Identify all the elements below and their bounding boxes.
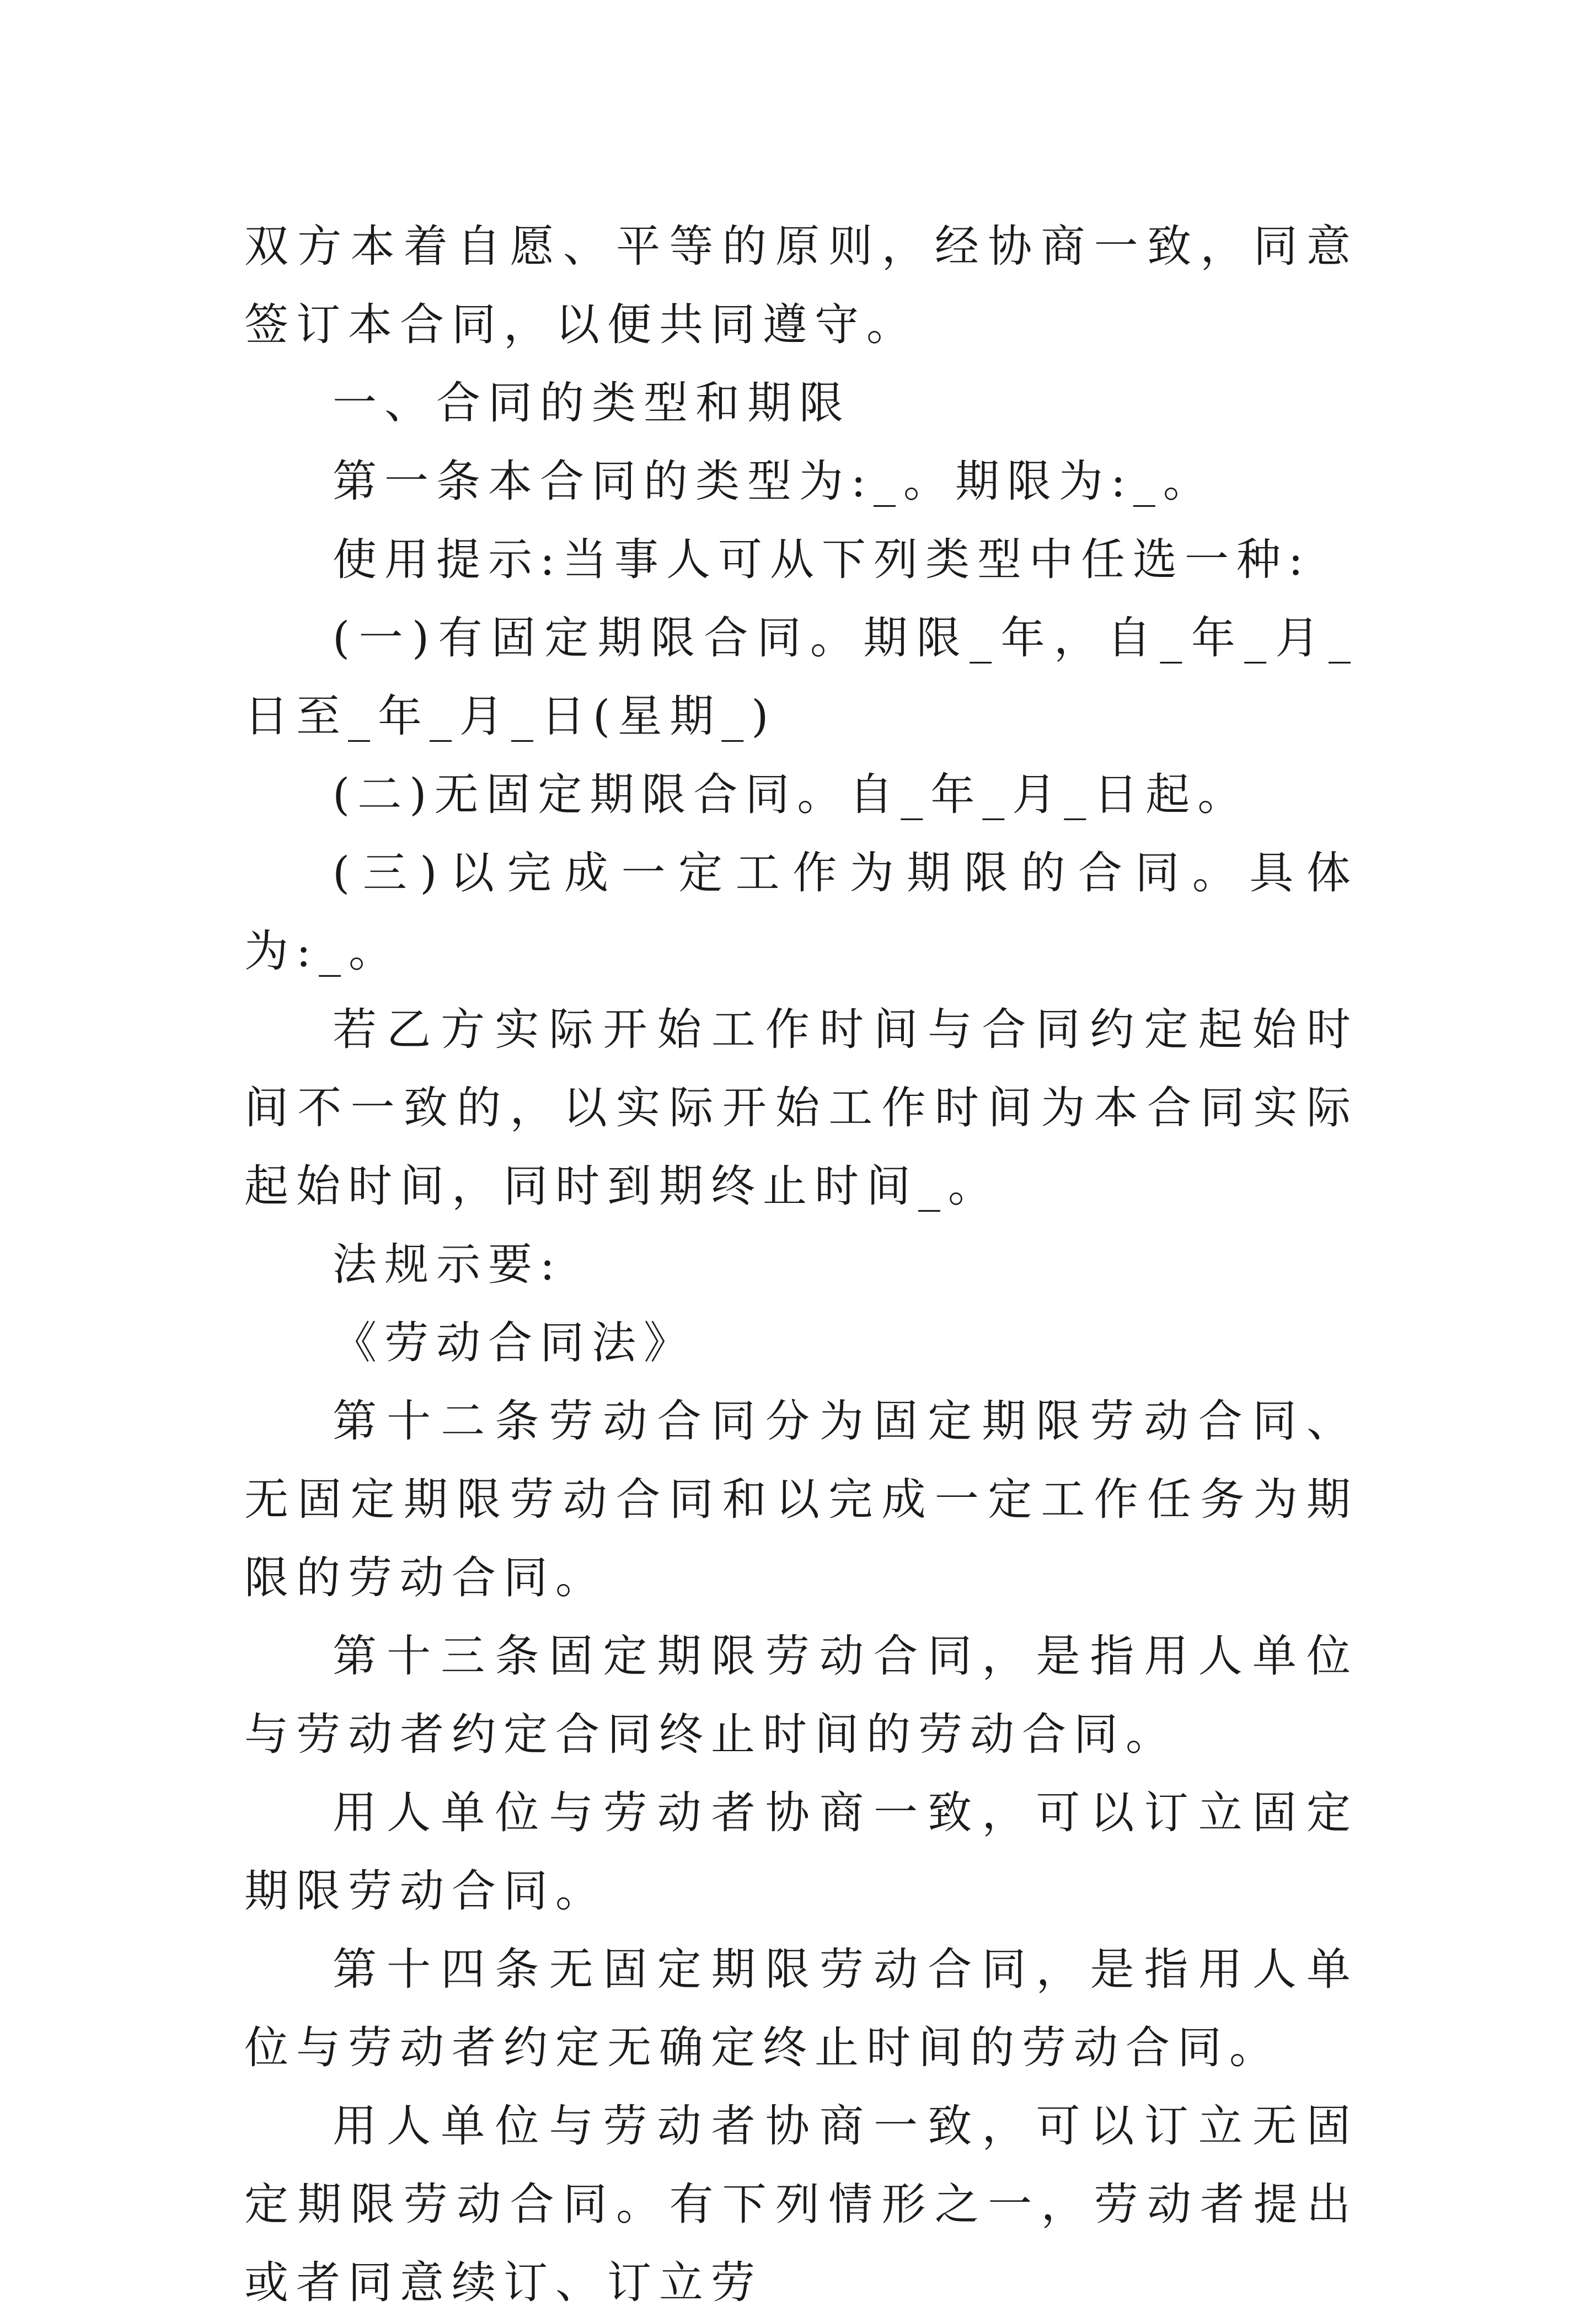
paragraph-article-13: 第十三条固定期限劳动合同，是指用人单位与劳动者约定合同终止时间的劳动合同。 — [244, 1630, 1358, 1760]
paragraph-open-ended-consent: 用人单位与劳动者协商一致，可以订立无固定期限劳动合同。有下列情形之一，劳动者提出或者同意续订、订立劳 — [244, 2100, 1358, 2308]
paragraph-agreement-intro: 双方本着自愿、平等的原则，经协商一致，同意签订本合同，以便共同遵守。 — [244, 221, 1358, 350]
paragraph-law-title: 《劳动合同法》 — [333, 1317, 695, 1368]
paragraph-usage-tip: 使用提示:当事人可从下列类型中任选一种: — [333, 534, 1311, 585]
paragraph-option-open-ended: (二)无固定期限合同。自_年_月_日起。 — [333, 769, 1250, 820]
paragraph-actual-start-time: 若乙方实际开始工作时间与合同约定起始时间不一致的，以实际开始工作时间为本合同实际起始时间，同时到期终止时间_。 — [244, 1004, 1358, 1212]
document-body — [244, 207, 1358, 2322]
paragraph-fixed-term-consent: 用人单位与劳动者协商一致，可以订立固定期限劳动合同。 — [244, 1787, 1358, 1917]
paragraph-regulation-note: 法规示要: — [333, 1239, 563, 1290]
section-heading-type-and-term: 一、合同的类型和期限 — [333, 377, 851, 429]
paragraph-option-task-based: (三)以完成一定工作为期限的合同。具体为:_。 — [244, 847, 1358, 977]
paragraph-article-1: 第一条本合同的类型为:_。期限为:_。 — [333, 456, 1215, 507]
paragraph-option-fixed-term: (一)有固定期限合同。期限_年，自_年_月_日至_年_月_日(星期_) — [244, 612, 1358, 742]
paragraph-article-14: 第十四条无固定期限劳动合同，是指用人单位与劳动者约定无确定终止时间的劳动合同。 — [244, 1944, 1358, 2073]
paragraph-article-12: 第十二条劳动合同分为固定期限劳动合同、无固定期限劳动合同和以完成一定工作任务为期限的劳动合同。 — [244, 1395, 1358, 1603]
